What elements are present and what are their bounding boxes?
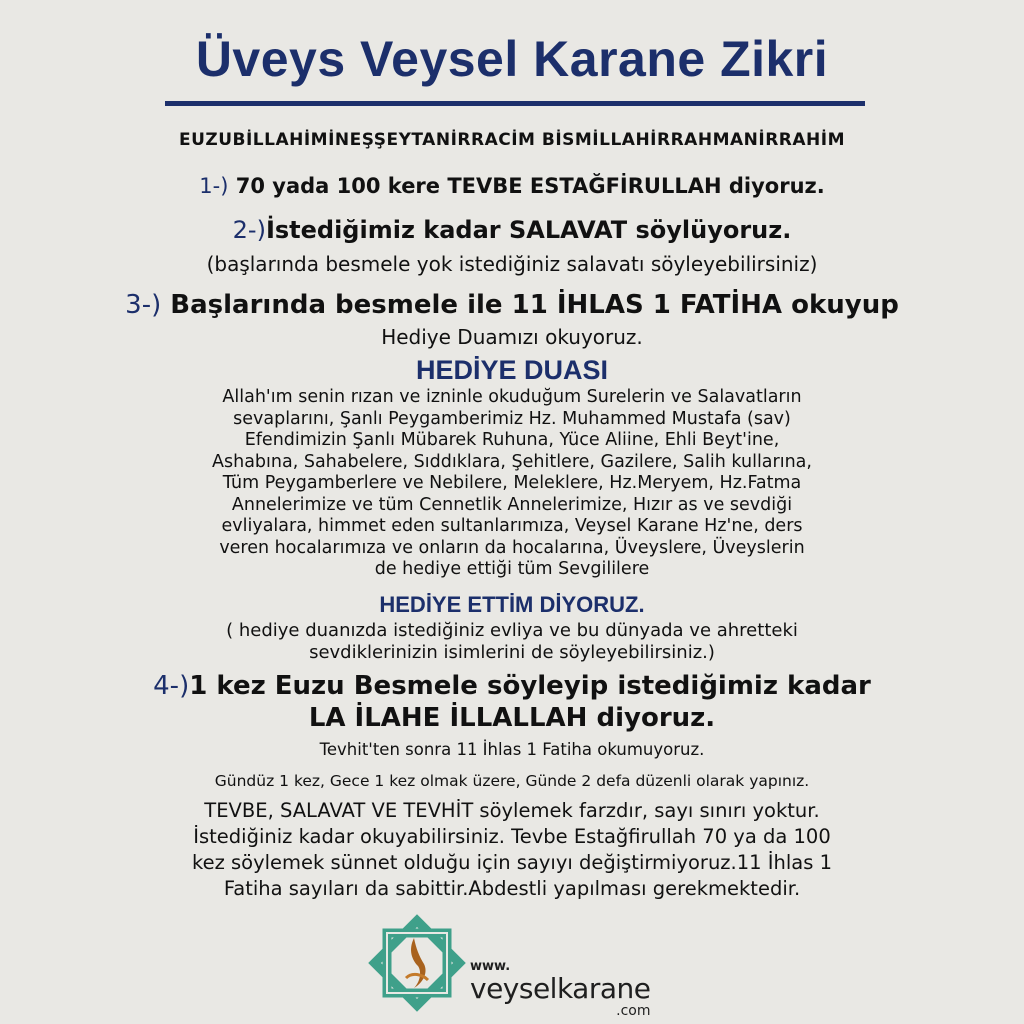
hediye-ettim-heading: HEDİYE ETTİM DİYORUZ. [379,592,645,617]
hediye-note-line: ( hediye duanızda istediğiniz evliya ve bu dünyada ve ahretteki [226,620,798,641]
step-2-note: (başlarında besmele yok istediğiniz salavatı söyleyebilirsiniz) [206,252,818,276]
closing-line: TEVBE, SALAVAT VE TEVHİT söylemek farzdır, sayı sınırı yoktur. [204,799,820,822]
step-2-text: İstediğimiz kadar SALAVAT söylüyoruz. [265,216,792,244]
prayer-line: Tüm Peygamberlere ve Nebilere, Meleklere, Hz.Meryem, Hz.Fatma [222,473,802,493]
intro-formula: EUZUBİLLAHİMİNEŞŞEYTANİRRACİM BİSMİLLAHİRRAHMANİRRAHİM [178,130,846,150]
closing-line: kez söylemek sünnet olduğu için sayıyı değiştirmiyoruz.11 İhlas 1 [191,851,832,874]
step-1-number: 1-) [199,174,229,198]
logo-domain: veyselkarane [470,972,651,1005]
closing-paragraph [60,798,964,902]
step-1-text: 70 yada 100 kere TEVBE ESTAĞFİRULLAH diyoruz. [235,174,825,198]
step-3-number: 3-) [125,290,162,320]
hediye-note [90,620,934,664]
prayer-line: Ashabına, Sahabelere, Sıddıklara, Şehitlere, Gazilere, Salih kullarına, [212,451,812,472]
logo-www: www. [470,959,511,974]
step-3 [0,290,1024,320]
step-4-line-2: LA İLAHE İLLALLAH diyoruz. [308,703,716,733]
hediye-note-line: sevdiklerinizin isimlerini de söyleyebilirsiniz.) [309,642,715,663]
tevhit-note: Tevhit'ten sonra 11 İhlas 1 Fatiha okumuyoruz. [319,740,705,759]
step-3-text: Başlarında besmele ile 11 İHLAS 1 FATİHA okuyup [170,290,899,320]
step-2-number: 2-) [232,216,266,244]
hediye-duasi-text [90,387,934,581]
schedule-note: Gündüz 1 kez, Gece 1 kez olmak üzere, Günde 2 defa düzenli olarak yapınız. [214,772,810,790]
page-title: Üveys Veysel Karane Zikri [195,31,829,87]
step-2 [0,216,1024,244]
prayer-line: Efendimizin Şanlı Mübarek Ruhuna, Yüce Aliine, Ehli Beyt'ine, [244,430,780,450]
logo-tld: .com [616,1003,651,1019]
prayer-line: veren hocalarımıza ve onların da hocalarına, Üveyslere, Üveyslerin [219,537,805,558]
prayer-line: evliyalara, himmet eden sultanlarımıza, Veysel Karane Hz'ne, ders [221,516,803,536]
star-emblem-icon [362,908,472,1018]
prayer-line: sevaplarını, Şanlı Peygamberimiz Hz. Muhammed Mustafa (sav) [233,408,791,429]
prayer-line: Allah'ım senin rızan ve izninle okuduğum Surelerin ve Salavatların [222,387,802,407]
step-1 [0,174,1024,198]
prayer-line: de hediye ettiği tüm Sevgililere [374,559,650,579]
step-4-number: 4-) [153,671,190,701]
prayer-line: Annelerimize ve tüm Cennetlik Annelerimize, Hızır as ve sevdiği [231,494,793,515]
hediye-duasi-heading: HEDİYE DUASI [415,355,609,385]
step-3-note: Hediye Duamızı okuyoruz. [381,325,643,349]
step-4-line-1: 1 kez Euzu Besmele söyleyip istediğimiz kadar [189,671,871,701]
closing-line: İstediğiniz kadar okuyabilirsiniz. Tevbe Estağfirullah 70 ya da 100 [193,825,831,848]
closing-line: Fatiha sayıları da sabittir.Abdestli yapılması gerekmektedir. [223,877,801,900]
site-logo [470,960,650,1018]
title-underline [165,101,865,106]
step-4 [0,670,1024,734]
